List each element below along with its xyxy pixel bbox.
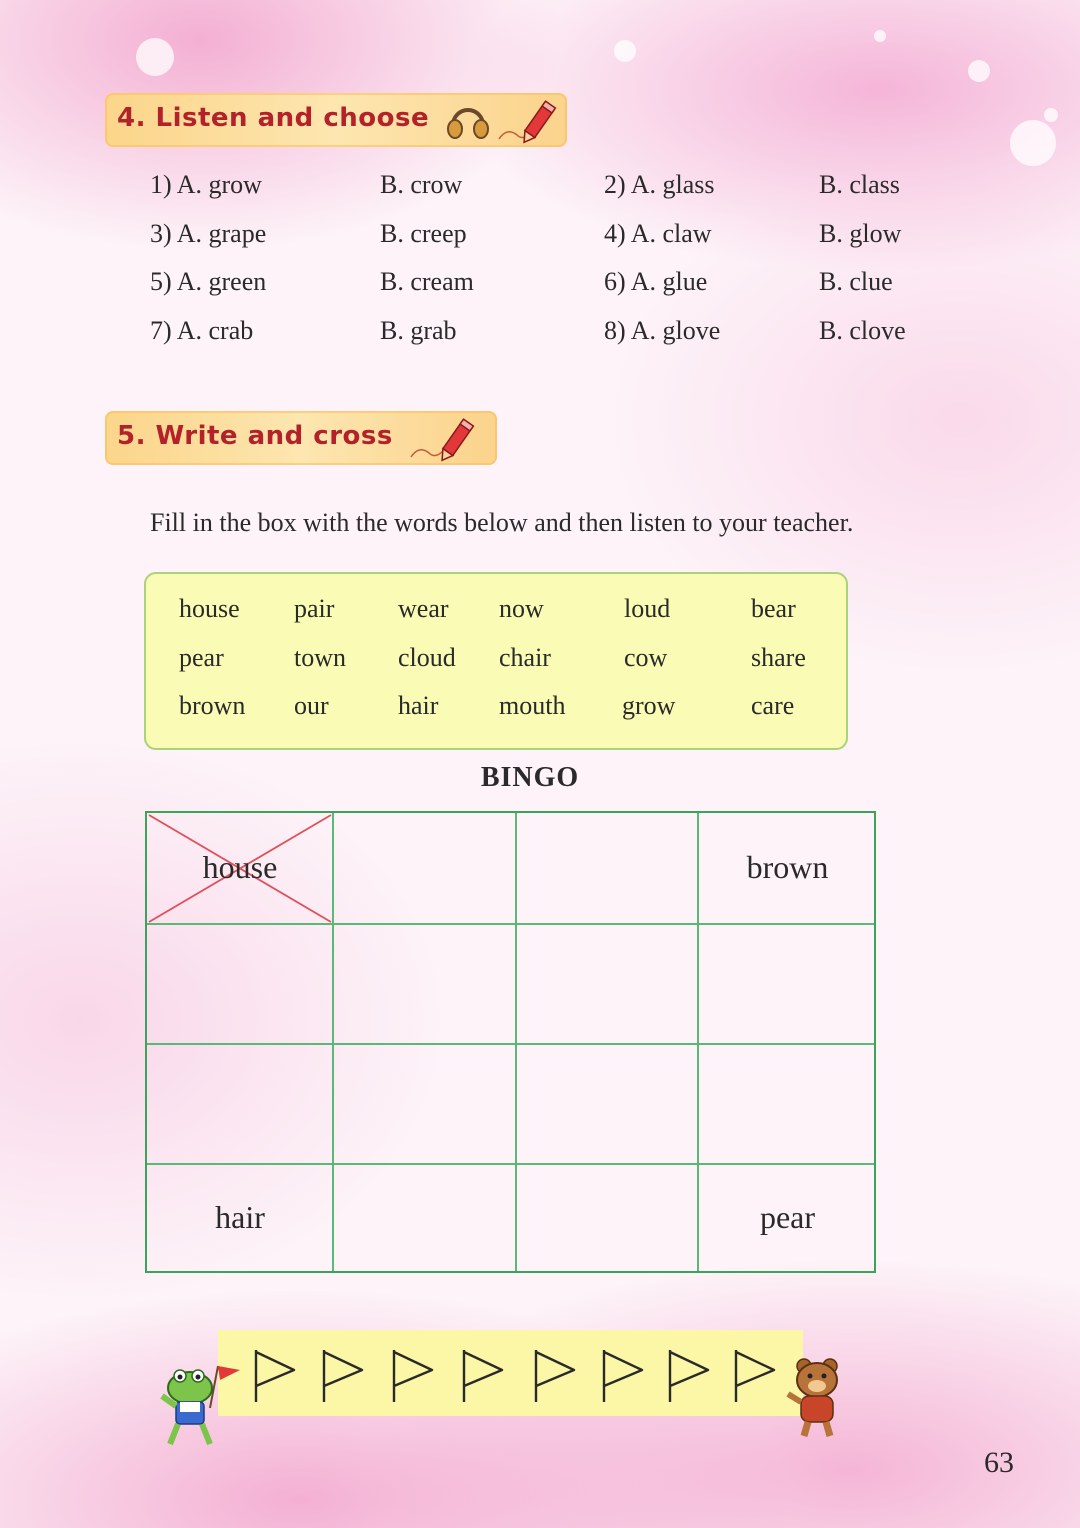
flag-icon	[732, 1348, 780, 1406]
option-b: B. grab	[380, 316, 457, 345]
word: now	[499, 594, 544, 623]
option-b: B. class	[819, 170, 900, 199]
flag-icon	[532, 1348, 580, 1406]
grid-line	[147, 1043, 874, 1045]
section4-title: 4. Listen and choose	[117, 103, 430, 133]
bingo-cell-word[interactable]: brown	[746, 849, 829, 885]
word: bear	[751, 594, 796, 623]
frog-icon	[152, 1356, 242, 1450]
word: mouth	[499, 691, 566, 720]
word: hair	[398, 691, 439, 720]
option-a: 8) A. glove	[604, 316, 721, 345]
section5-header	[105, 411, 497, 465]
word: loud	[624, 594, 671, 623]
decor-bubble	[874, 30, 886, 42]
option-b: B. clue	[819, 267, 893, 296]
grid-line	[147, 1163, 874, 1165]
option-a: 2) A. glass	[604, 170, 715, 199]
decor-bubble	[968, 60, 990, 82]
option-b: B. creep	[380, 219, 467, 248]
option-a: 4) A. claw	[604, 219, 712, 248]
bingo-grid	[145, 811, 876, 1273]
word: house	[179, 594, 240, 623]
flag-icon	[600, 1348, 648, 1406]
word: share	[751, 643, 806, 672]
option-b: B. crow	[380, 170, 463, 199]
option-a: 7) A. crab	[150, 316, 254, 345]
option-a: 1) A. grow	[150, 170, 262, 199]
option-a: 6) A. glue	[604, 267, 708, 296]
option-a: 5) A. green	[150, 267, 267, 296]
flag-icon	[390, 1348, 438, 1406]
flag-icon	[666, 1348, 714, 1406]
option-a: 3) A. grape	[150, 219, 267, 248]
word: wear	[398, 594, 449, 623]
bingo-title: BINGO	[480, 762, 580, 793]
word: pair	[294, 594, 335, 623]
word: our	[294, 691, 329, 720]
bingo-cell-word[interactable]: pear	[759, 1199, 816, 1235]
word: care	[751, 691, 795, 720]
option-b: B. glow	[819, 219, 902, 248]
decor-bubble	[1044, 108, 1058, 122]
word: town	[294, 643, 346, 672]
pencil-icon	[405, 415, 485, 463]
decor-bubble	[1010, 120, 1056, 166]
bear-icon	[784, 1356, 850, 1438]
word: chair	[499, 643, 551, 672]
section5-title: 5. Write and cross	[117, 421, 393, 451]
decor-bubble	[614, 40, 636, 62]
section4-header	[105, 93, 567, 147]
bingo-cell-word[interactable]: house	[202, 849, 278, 885]
flag-icon	[252, 1348, 300, 1406]
flag-icon	[320, 1348, 368, 1406]
bingo-cell-word[interactable]: hair	[215, 1199, 265, 1235]
headphones-icon	[445, 101, 491, 141]
word-box	[144, 572, 848, 750]
page-number: 63	[984, 1446, 1014, 1479]
flag-strip	[218, 1330, 803, 1416]
word: brown	[179, 691, 246, 720]
pencil-icon	[493, 97, 563, 145]
decor-bubble	[136, 38, 174, 76]
word: cow	[624, 643, 668, 672]
option-b: B. clove	[819, 316, 906, 345]
flag-icon	[460, 1348, 508, 1406]
word: grow	[622, 691, 676, 720]
grid-line	[515, 813, 517, 1271]
word: cloud	[398, 643, 456, 672]
option-b: B. cream	[380, 267, 474, 296]
word: pear	[179, 643, 224, 672]
instruction-text: Fill in the box with the words below and then listen to your teacher.	[150, 508, 854, 537]
